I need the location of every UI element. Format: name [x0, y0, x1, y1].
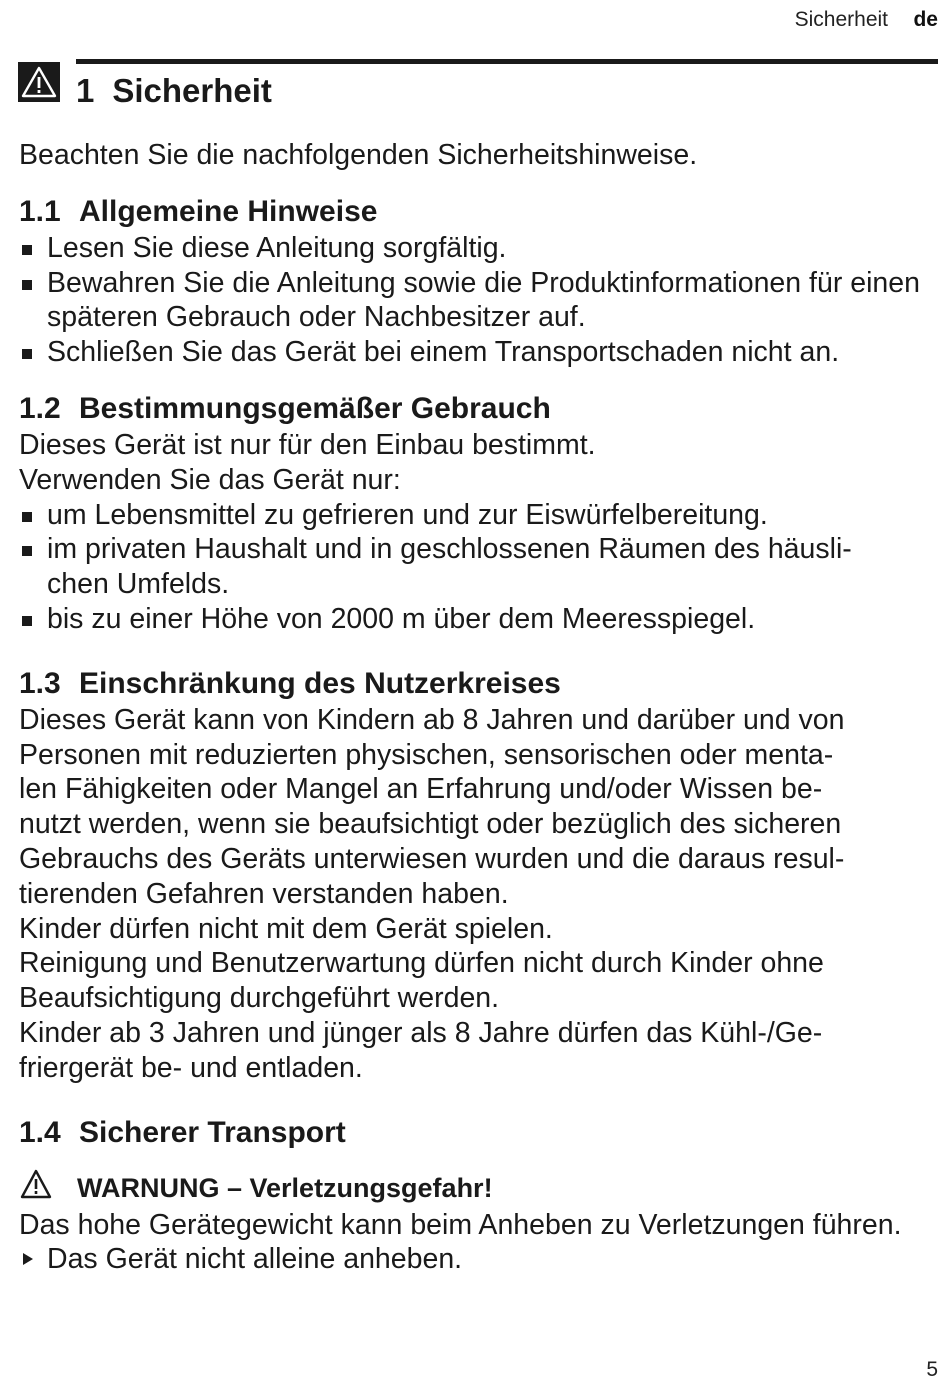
section-number: 1.2	[19, 391, 61, 425]
section-heading-1-1	[19, 193, 934, 231]
header-language: de	[913, 8, 938, 31]
chapter-warning-icon	[18, 62, 60, 102]
content	[19, 138, 934, 1277]
list-item: Bewahren Sie die Anleitung sowie die Produktinformationen für einen späteren Gebrauch oder Nachbesitzer auf.	[19, 266, 934, 336]
general-notes-list	[19, 231, 934, 370]
section-heading-1-2	[19, 390, 934, 428]
section-title: Sicherer Transport	[79, 1115, 346, 1149]
paragraph: Das hohe Gerätegewicht kann beim Anheben zu Verletzungen führen.	[19, 1208, 902, 1241]
page-number: 5	[926, 1358, 938, 1381]
warning-triangle-icon	[19, 1168, 77, 1208]
warning-line	[19, 1168, 934, 1208]
chapter-number: 1	[76, 72, 95, 109]
warning-text: WARNUNG – Verletzungsgefahr!	[77, 1172, 493, 1203]
list-item: im privaten Haushalt und in geschlossenen Räumen des häusli- chen Umfelds.	[19, 532, 934, 602]
paragraph: Reinigung und Benutzerwartung dürfen nicht durch Kinder ohne Beaufsichtigung durchgeführt werden.	[19, 947, 824, 1015]
intended-use-list	[19, 498, 934, 637]
instruction-step	[19, 1242, 934, 1277]
list-item: Lesen Sie diese Anleitung sorgfältig.	[19, 231, 934, 266]
chapter-title	[76, 72, 272, 110]
header-rule	[76, 59, 938, 64]
list-item: Schließen Sie das Gerät bei einem Transportschaden nicht an.	[19, 335, 934, 370]
section-number: 1.1	[19, 194, 61, 228]
intro-text: Beachten Sie die nachfolgenden Sicherheitshinweise.	[19, 139, 698, 171]
section-number: 1.3	[19, 666, 61, 700]
section-heading-1-4	[19, 1114, 934, 1152]
paragraph: Kinder dürfen nicht mit dem Gerät spielen.	[19, 912, 553, 945]
list-item: um Lebensmittel zu gefrieren und zur Eiswürfelbereitung.	[19, 498, 934, 533]
section-title: Bestimmungsgemäßer Gebrauch	[79, 391, 551, 425]
paragraph: Kinder ab 3 Jahren und jünger als 8 Jahre dürfen das Kühl-/Ge- friergerät be- und entladen.	[19, 1016, 823, 1084]
step-text: Das Gerät nicht alleine anheben.	[47, 1243, 463, 1276]
section-heading-1-3	[19, 665, 934, 703]
section-title: Einschränkung des Nutzerkreises	[79, 666, 561, 700]
chapter-title-text: Sicherheit	[112, 72, 272, 109]
paragraph: Dieses Gerät ist nur für den Einbau bestimmt.	[19, 428, 596, 461]
paragraph: Verwenden Sie das Gerät nur:	[19, 463, 401, 496]
paragraph: Dieses Gerät kann von Kindern ab 8 Jahren und darüber und von Personen mit reduzierten physischen, sensorischen oder menta- len Fähigkeiten oder Mangel an Erfahrung und/oder Wissen be- nutzt werden, wenn sie beaufsichtigt oder bezüglich des sicheren Gebrauchs des Geräts unterwiesen wurden und die daraus resul- tierenden Gefahren verstanden haben.	[19, 703, 845, 910]
triangle-right-icon	[21, 1242, 35, 1285]
section-number: 1.4	[19, 1115, 61, 1149]
section-title: Allgemeine Hinweise	[79, 194, 378, 228]
list-item: bis zu einer Höhe von 2000 m über dem Meeresspiegel.	[19, 602, 934, 637]
header-section: Sicherheit	[794, 8, 888, 31]
